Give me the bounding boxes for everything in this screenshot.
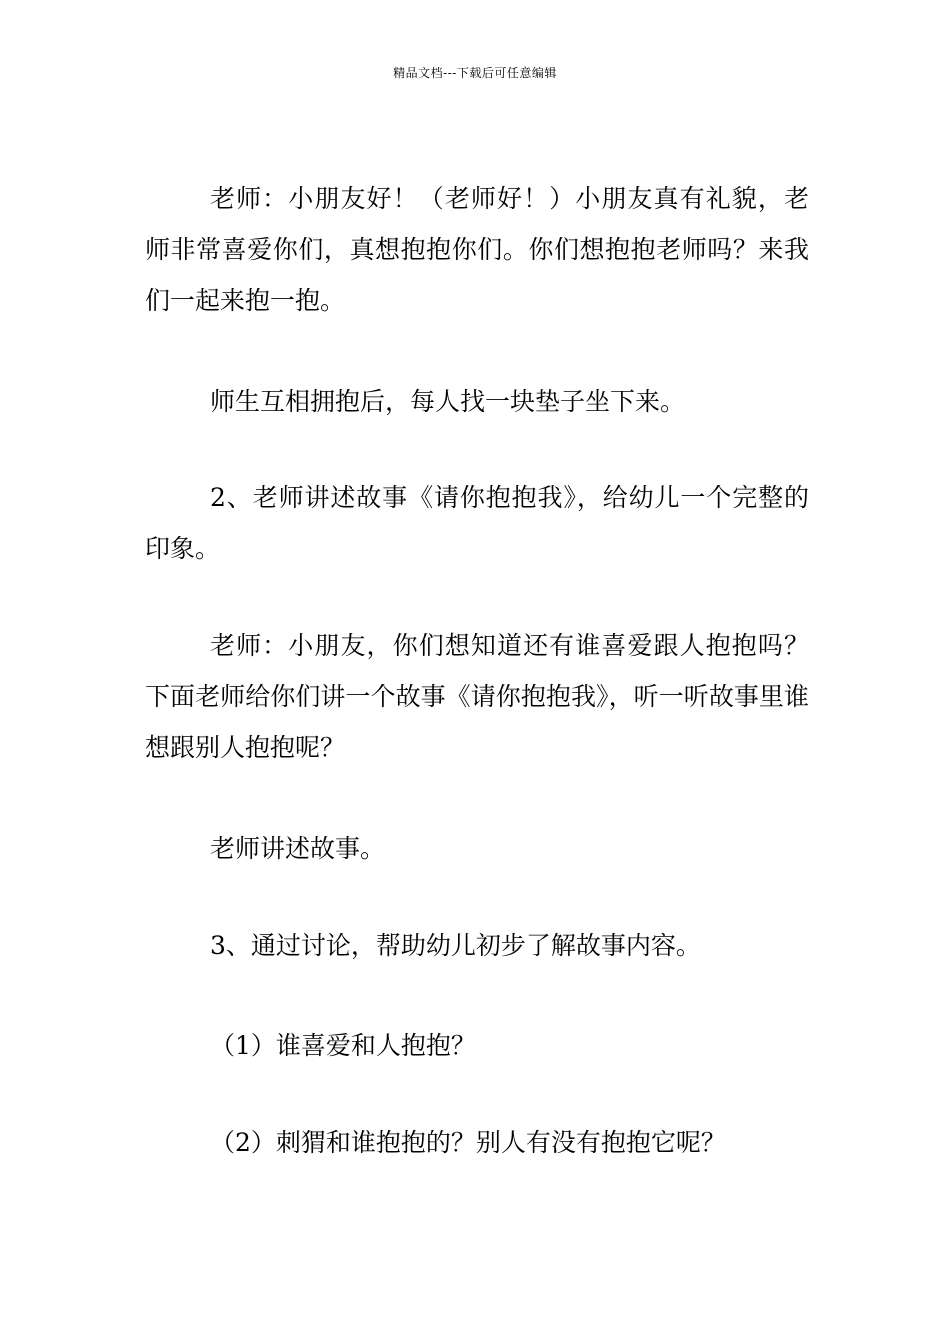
paragraph-question-2: （2）刺猬和谁抱抱的？别人有没有抱抱它呢？	[210, 1128, 726, 1157]
paragraph-story-telling: 老师讲述故事。	[210, 834, 386, 863]
paragraph-step-2: 2、老师讲述故事《请你抱抱我》，给幼儿一个完整的印象。	[145, 483, 809, 563]
paragraph-step-3: 3、通过讨论，帮助幼儿初步了解故事内容。	[210, 931, 701, 960]
paragraph-story-intro: 老师：小朋友，你们想知道还有谁喜爱跟人抱抱吗？下面老师给你们讲一个故事《请你抱抱我》，听一听故事里谁想跟别人抱抱呢？	[145, 631, 809, 762]
paragraph-greeting: 老师：小朋友好！（老师好！）小朋友真有礼貌，老师非常喜爱你们，真想抱抱你们。你们想抱抱老师吗？来我们一起来抱一抱。	[145, 184, 809, 315]
page-header: 精品文档---下载后可任意编辑	[393, 66, 557, 80]
paragraph-hug-activity: 师生互相拥抱后，每人找一块垫子坐下来。	[210, 387, 686, 416]
paragraph-question-1: （1）谁喜爱和人抱抱？	[210, 1031, 476, 1060]
